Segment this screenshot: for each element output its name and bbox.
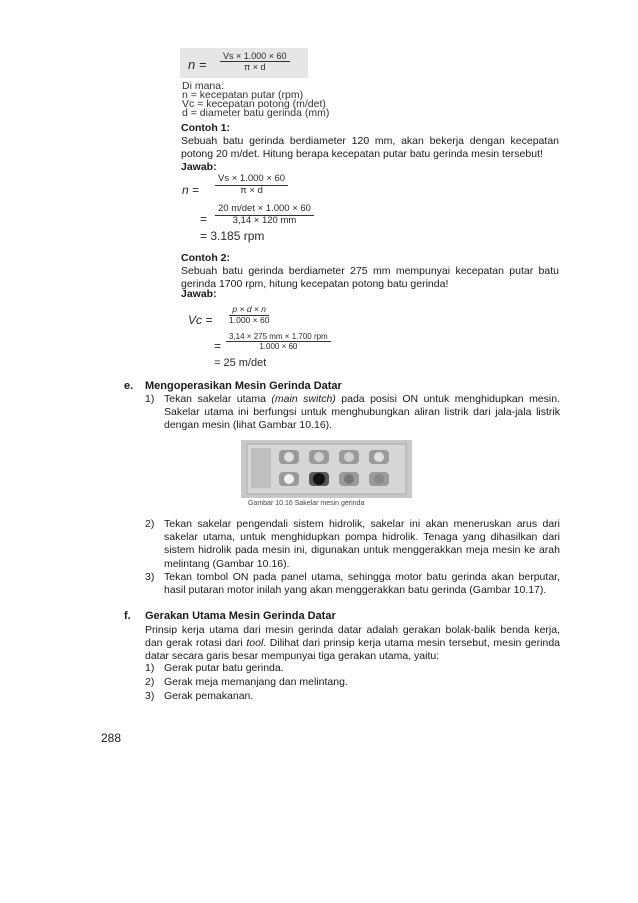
c1-f1-lhs: n = <box>182 183 200 197</box>
c2-f1-den: 1.000 × 60 <box>229 314 270 325</box>
c2-f1-lhs: Vc = <box>188 313 213 327</box>
c2-f2-fraction <box>226 332 331 351</box>
c2-f2-num: 3,14 × 275 mm × 1.700 rpm <box>226 332 331 342</box>
c1-f1-num: Vs × 1.000 × 60 <box>215 174 288 186</box>
list-number: 2) <box>145 676 155 688</box>
list-text: Gerak pemakanan. <box>164 690 254 702</box>
c1-f2-eq: = <box>200 212 208 226</box>
section-f-title: Gerakan Utama Mesin Gerinda Datar <box>145 610 336 622</box>
formula-fraction <box>220 51 290 73</box>
list-number: 2) <box>145 518 155 530</box>
legend-line: n = kecepatan putar (rpm) <box>182 89 304 101</box>
section-e-title: Mengoperasikan Mesin Gerinda Datar <box>145 380 342 392</box>
contoh1-title: Contoh 1: <box>181 122 230 134</box>
contoh1-jawab: Jawab: <box>181 161 217 173</box>
c2-f3: = 25 m/det <box>214 357 267 369</box>
c2-f1-fraction <box>226 305 272 326</box>
c1-f1-den: π × d <box>240 184 263 196</box>
list-text: Gerak meja memanjang dan melintang. <box>164 676 348 688</box>
formula-denominator: π × d <box>244 62 266 73</box>
contoh2-text: Sebuah batu gerinda berdiameter 275 mm mempunyai kecepatan putar batu gerinda 1700 rpm, hitung kecepatan potong batu gerinda! <box>181 265 559 291</box>
c2-f1-num: p × d × n <box>229 305 269 316</box>
legend-line: d = diameter batu gerinda (mm) <box>182 107 330 119</box>
c1-f2-den: 3,14 × 120 mm <box>232 214 297 226</box>
list-number: 3) <box>145 690 155 702</box>
c1-f3: = 3.185 rpm <box>200 229 265 243</box>
list-number: 1) <box>145 662 155 674</box>
contoh1-formula <box>182 174 362 244</box>
switch-panel-illustration <box>241 440 412 498</box>
c1-f2-num: 20 m/det × 1.000 × 60 <box>215 204 314 216</box>
list-text: Tekan sakelar pengendali sistem hidrolik, sakelar ini akan meneruskan arus dari sakelar utama, untuk menghidupkan pompa hidrolik. Tenaga yang dihasilkan dari sistem hidrolik pada mesin ini, digunakan untuk menggerakkan meja mesin ke arah melintang (Gambar 10.16). <box>164 518 560 570</box>
list-item <box>145 393 560 433</box>
section-e-label: e. <box>124 380 134 392</box>
legend-block <box>182 82 329 118</box>
c1-f1-fraction <box>215 174 288 197</box>
formula-numerator: Vs × 1.000 × 60 <box>220 51 290 62</box>
switch-panel-photo <box>241 440 412 498</box>
section-f-label: f. <box>124 610 131 622</box>
legend-line: Vc = kecepatan potong (m/det) <box>182 98 326 110</box>
list-number: 1) <box>145 393 155 405</box>
figure-caption: Gambar 10.16 Sakelar mesin gerinda <box>248 500 365 507</box>
section-f-intro: Prinsip kerja utama dari mesin gerinda datar adalah gerakan bolak-balik benda kerja, dan gerak rotasi dari tool. Dilihat dari prinsip kerja utama mesin tersebut, mesin gerinda datar secara garis besar mempunyai tiga gerakan utama, yaitu: <box>145 624 560 663</box>
c2-f2-eq: = <box>214 339 222 353</box>
list-text: Tekan tombol ON pada panel utama, sehingga motor batu gerinda akan berputar, hasil putaran motor inilah yang akan menggerakkan batu gerinda (Gambar 10.17). <box>164 571 560 597</box>
list-item <box>145 676 560 689</box>
page-number: 288 <box>101 731 122 745</box>
list-number: 3) <box>145 571 155 583</box>
contoh2-formula <box>188 305 368 373</box>
list-item <box>145 518 560 572</box>
list-text: Tekan sakelar utama (main switch) pada posisi ON untuk menghidupkan mesin. Sakelar utama ini berfungsi untuk menghubungkan aliran listrik dari jala-jala listrik dengan mesin (lihat Gambar 10.16). <box>164 393 560 432</box>
list-text: Gerak putar batu gerinda. <box>164 662 284 674</box>
legend-title: Di mana: <box>182 80 225 92</box>
c1-f2-fraction <box>215 204 314 227</box>
formula-lhs: n = <box>188 57 207 72</box>
formula-image-top <box>180 48 308 78</box>
contoh2-jawab: Jawab: <box>181 288 217 300</box>
list-item <box>145 690 560 703</box>
list-item <box>145 662 560 675</box>
c2-f2-den: 1.000 × 60 <box>259 342 298 352</box>
contoh1-text: Sebuah batu gerinda berdiameter 120 mm, akan bekerja dengan kecepatan potong 20 m/det. Hitung berapa kecepatan putar batu gerinda mesin tersebut! <box>181 135 559 161</box>
contoh2-title: Contoh 2: <box>181 252 230 264</box>
list-item <box>145 571 560 599</box>
